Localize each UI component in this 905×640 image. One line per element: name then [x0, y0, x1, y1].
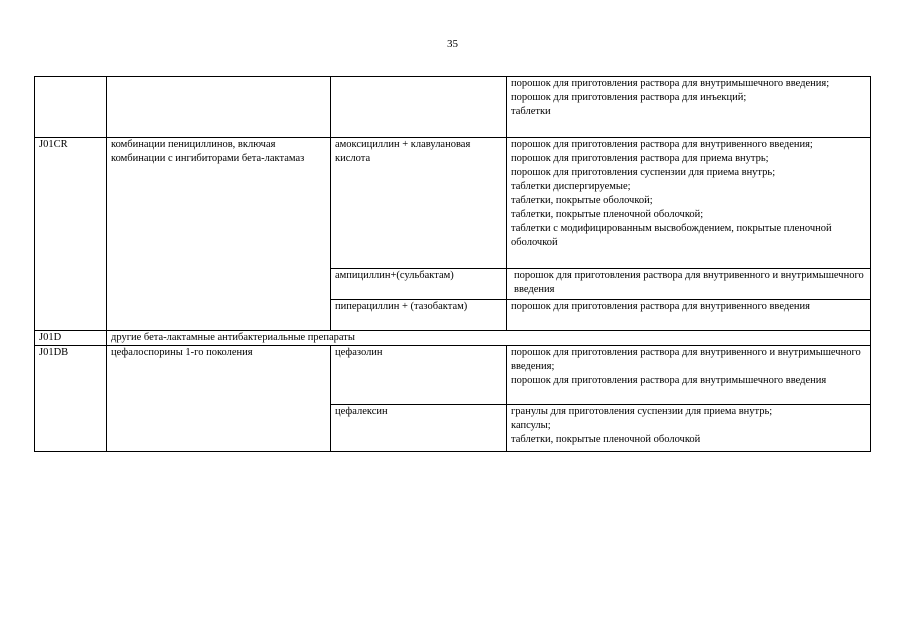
- atc-code-cell: J01DB: [35, 346, 107, 452]
- dosage-form-line: порошок для приготовления раствора для внутримышечного введения;: [511, 78, 830, 89]
- atc-code-cell: [35, 77, 107, 138]
- group-name-cell: другие бета-лактамные антибактериальные препараты: [107, 331, 871, 346]
- dosage-forms-cell: [507, 346, 871, 405]
- dosage-form-line: капсулы;: [511, 420, 551, 431]
- table-row-j01cr: [35, 138, 871, 269]
- drug-name-cell: амоксициллин + клавулановая кислота: [331, 138, 507, 269]
- dosage-forms-cell: [507, 138, 871, 269]
- drug-name-cell: цефазолин: [331, 346, 507, 405]
- dosage-form-line: порошок для приготовления раствора для внутримышечного введения: [511, 375, 827, 386]
- dosage-form-line: гранулы для приготовления суспензии для приема внутрь;: [511, 406, 773, 417]
- group-name-cell: комбинации пенициллинов, включая комбинации с ингибиторами бета-лактамаз: [107, 138, 331, 331]
- dosage-form-line: таблетки: [511, 106, 551, 117]
- dosage-forms-cell: [507, 300, 871, 331]
- atc-code-cell: J01CR: [35, 138, 107, 331]
- dosage-forms-cell: [507, 269, 871, 300]
- dosage-form-line: порошок для приготовления суспензии для приема внутрь;: [511, 167, 776, 178]
- drug-table-body: [35, 77, 871, 452]
- group-name-cell: цефалоспорины 1-го поколения: [107, 346, 331, 452]
- drug-name-cell: [331, 77, 507, 138]
- dosage-form-line: таблетки, покрытые пленочной оболочкой: [511, 434, 701, 445]
- dosage-form-line: порошок для приготовления раствора для внутривенного и внутримышечного введения;: [511, 347, 861, 372]
- dosage-form-line: таблетки, покрытые пленочной оболочкой;: [511, 209, 704, 220]
- dosage-forms-cell: [507, 405, 871, 452]
- dosage-form-line: таблетки, покрытые оболочкой;: [511, 195, 653, 206]
- dosage-forms-cell: [507, 77, 871, 138]
- drug-name-cell: цефалексин: [331, 405, 507, 452]
- table-row-j01db: [35, 346, 871, 405]
- dosage-form-line: порошок для приготовления раствора для внутривенного введения;: [511, 139, 813, 150]
- table-row-continuation: [35, 77, 871, 138]
- drug-name-cell: пиперациллин + (тазобактам): [331, 300, 507, 331]
- drug-name-cell: ампициллин+(сульбактам): [331, 269, 507, 300]
- dosage-form-line: таблетки диспергируемые;: [511, 181, 631, 192]
- dosage-form-line: таблетки с модифицированным высвобождением, покрытые пленочной оболочкой: [511, 223, 832, 248]
- dosage-form-line: порошок для приготовления раствора для внутривенного введения: [511, 301, 810, 312]
- dosage-form-line: порошок для приготовления раствора для приема внутрь;: [511, 153, 769, 164]
- group-name-cell: [107, 77, 331, 138]
- page-number: 35: [447, 38, 458, 50]
- atc-code-cell: J01D: [35, 331, 107, 346]
- table-row-j01d: [35, 331, 871, 346]
- drug-table: [34, 76, 871, 452]
- dosage-form-line: порошок для приготовления раствора для инъекций;: [511, 92, 747, 103]
- dosage-form-line: порошок для приготовления раствора для внутривенного и внутримышечного введения: [514, 270, 864, 295]
